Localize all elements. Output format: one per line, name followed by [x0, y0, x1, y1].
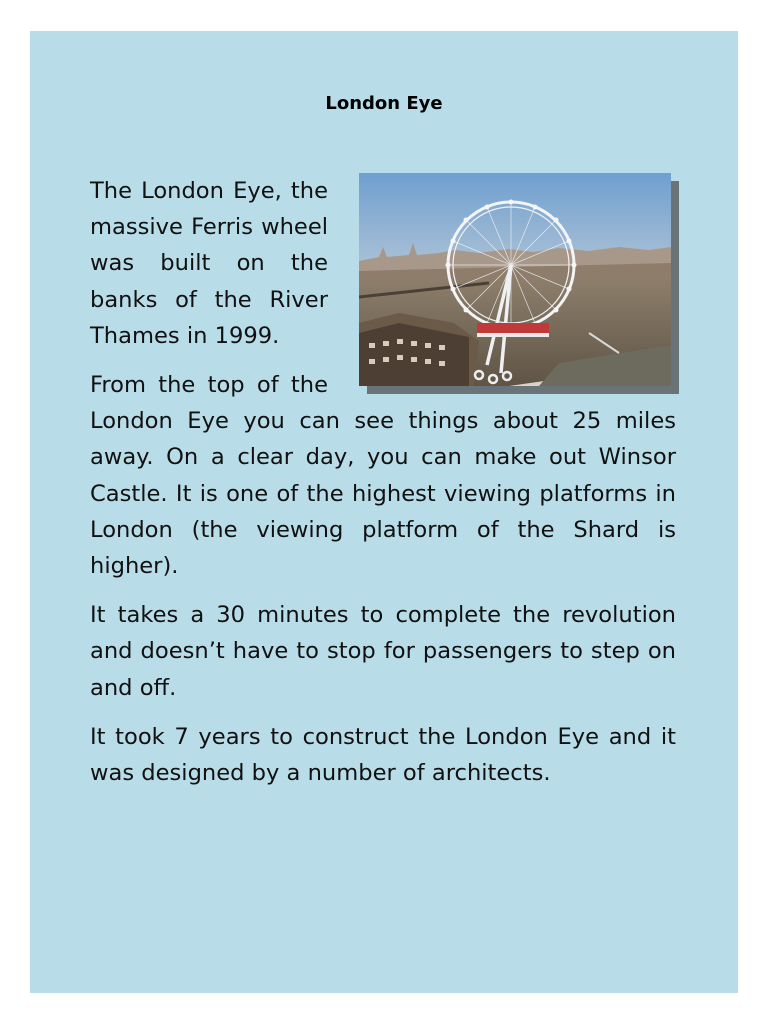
ferris-wheel-illustration — [359, 173, 671, 386]
paragraph-1: The London Eye, the massive Ferris wheel was built on the banks of the River Thames in 1999. — [90, 178, 328, 349]
paragraph-4: It took 7 years to construct the London Eye and it was designed by a number of architects. — [90, 723, 676, 787]
london-eye-photo — [359, 173, 671, 386]
page-sheet — [30, 31, 738, 993]
paragraph-3: It takes a 30 minutes to complete the revolution and doesn’t have to stop for passengers to step on and off. — [90, 602, 676, 701]
paragraph-2: From the top of the London Eye you can see things about 25 miles away. On a clear day, you can make out Winsor Castle. It is one of the highest viewing platforms in London (the viewing platform of the Shard is higher). — [90, 372, 676, 580]
document-title: London Eye — [325, 93, 443, 114]
london-eye-photo-figure — [348, 173, 676, 393]
document-body — [90, 173, 676, 804]
